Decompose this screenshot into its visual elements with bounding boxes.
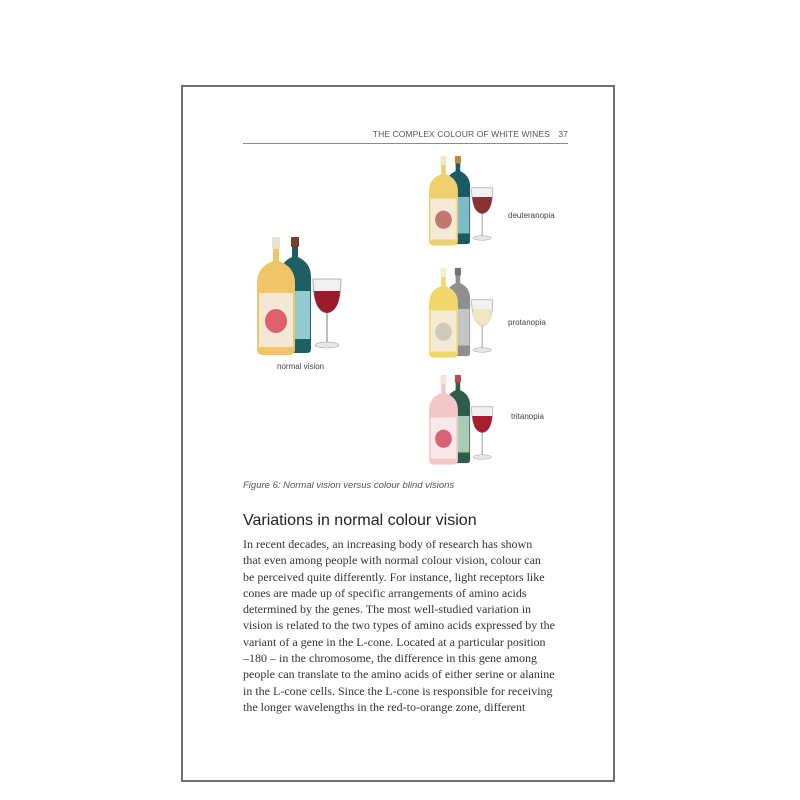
paragraph-line: determined by the genes. The most well-studied variation in [243,602,532,617]
paragraph-line: variant of a gene in the L-cone. Located at a particular position [243,634,546,649]
section-heading: Variations in normal colour vision [243,512,477,529]
wine-illustration-deuteranopia [426,150,502,250]
paragraph-line: people can translate to the amino acids of either serine or alanine [243,667,555,682]
white-bottle [257,237,295,355]
paragraph-line: the longer wavelengths in the red-to-orange zone, different [243,699,526,714]
paragraph-line: be perceived quite differently. For instance, light receptors like [243,569,545,584]
paragraph-line: –180 – in the chromosome, the difference in this gene among [243,651,538,666]
label-protanopia: protanopia [508,318,546,327]
paragraph-line: in the L-cone cells. Since the L-cone is responsible for receiving [243,683,553,698]
book-page [181,85,615,782]
paragraph-line: cones are made up of specific arrangements of amino acids [243,585,527,600]
page-number: 37 [558,129,568,139]
label-normal-vision: normal vision [277,362,325,371]
running-title: THE COMPLEX COLOUR OF WHITE WINES [372,129,550,139]
label-deuteranopia: deuteranopia [508,211,555,220]
body-paragraph [243,536,568,715]
label-tritanopia: tritanopia [511,412,544,421]
wine-illustration-normal [253,233,353,357]
wine-illustration-tritanopia [426,369,502,469]
wine-glass [313,279,341,348]
running-head [243,129,568,144]
figure-caption: Figure 6: Normal vision versus colour blind visions [243,480,455,491]
paragraph-line: vision is related to the two types of amino acids expressed by the [243,618,555,633]
paragraph-line: that even among people with normal colour vision, colour can [243,553,541,568]
paragraph-line: In recent decades, an increasing body of research has shown [243,537,533,551]
wine-illustration-protanopia [426,262,502,362]
